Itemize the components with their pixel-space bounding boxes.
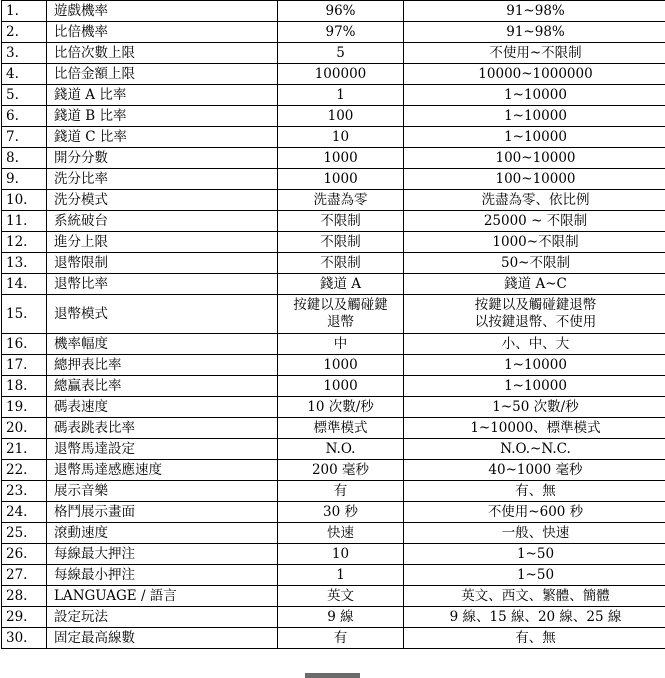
setting-name: 設定玩法 — [47, 607, 278, 628]
setting-range: 1~50 次數/秒 — [404, 397, 665, 418]
table-row — [2, 439, 665, 460]
setting-current-value: 1000 — [278, 355, 404, 376]
table-row — [2, 211, 665, 232]
setting-current-value: 錢道 A — [278, 274, 404, 295]
row-number: 6. — [2, 106, 47, 127]
table-row — [2, 148, 665, 169]
table-row — [2, 334, 665, 355]
setting-name: 退幣限制 — [47, 253, 278, 274]
table-row — [2, 523, 665, 544]
setting-current-value: 100000 — [278, 64, 404, 85]
setting-range: 不使用~不限制 — [404, 43, 665, 64]
setting-range: 有、無 — [404, 628, 665, 649]
setting-range: 1~50 — [404, 544, 665, 565]
row-number: 1. — [2, 1, 47, 22]
row-number: 22. — [2, 460, 47, 481]
setting-name: 開分分數 — [47, 148, 278, 169]
setting-current-value: 10 — [278, 127, 404, 148]
setting-name: 錢道 A 比率 — [47, 85, 278, 106]
setting-name: 總押表比率 — [47, 355, 278, 376]
row-number: 28. — [2, 586, 47, 607]
row-number: 25. — [2, 523, 47, 544]
setting-range: 1~10000 — [404, 85, 665, 106]
setting-name: 比倍次數上限 — [47, 43, 278, 64]
setting-current-value: 不限制 — [278, 232, 404, 253]
table-row — [2, 127, 665, 148]
row-number: 21. — [2, 439, 47, 460]
setting-name: 碼表跳表比率 — [47, 418, 278, 439]
row-number: 24. — [2, 502, 47, 523]
setting-current-value: 100 — [278, 106, 404, 127]
table-row — [2, 544, 665, 565]
row-number: 16. — [2, 334, 47, 355]
table-row — [2, 502, 665, 523]
row-number: 2. — [2, 22, 47, 43]
table-row — [2, 481, 665, 502]
setting-range: 100~10000 — [404, 148, 665, 169]
setting-name: 總贏表比率 — [47, 376, 278, 397]
setting-range: 洗盡為零、依比例 — [404, 190, 665, 211]
table-row — [2, 43, 665, 64]
setting-range: 40~1000 毫秒 — [404, 460, 665, 481]
setting-current-value: 中 — [278, 334, 404, 355]
table-row — [2, 274, 665, 295]
setting-range: 91~98% — [404, 22, 665, 43]
table-row — [2, 85, 665, 106]
setting-range: 不使用~600 秒 — [404, 502, 665, 523]
setting-current-value: 不限制 — [278, 211, 404, 232]
row-number: 29. — [2, 607, 47, 628]
table-row — [2, 586, 665, 607]
row-number: 30. — [2, 628, 47, 649]
row-number: 13. — [2, 253, 47, 274]
setting-name: 退幣模式 — [47, 295, 278, 334]
setting-range: 1~10000 — [404, 106, 665, 127]
setting-current-value: 有 — [278, 628, 404, 649]
page-divider — [305, 673, 360, 678]
setting-range: 有、無 — [404, 481, 665, 502]
table-row — [2, 169, 665, 190]
setting-name: 比倍金額上限 — [47, 64, 278, 85]
row-number: 27. — [2, 565, 47, 586]
setting-current-value: N.O. — [278, 439, 404, 460]
setting-current-value: 1000 — [278, 148, 404, 169]
setting-range: 100~10000 — [404, 169, 665, 190]
table-row — [2, 1, 665, 22]
settings-table-body — [2, 1, 665, 649]
table-row — [2, 355, 665, 376]
setting-name: 系統破台 — [47, 211, 278, 232]
setting-name: 洗分比率 — [47, 169, 278, 190]
setting-name: 每線最小押注 — [47, 565, 278, 586]
setting-name: 洗分模式 — [47, 190, 278, 211]
setting-current-value: 10 — [278, 544, 404, 565]
row-number: 15. — [2, 295, 47, 334]
setting-name: 比倍機率 — [47, 22, 278, 43]
setting-name: 機率幅度 — [47, 334, 278, 355]
table-row — [2, 253, 665, 274]
row-number: 26. — [2, 544, 47, 565]
row-number: 4. — [2, 64, 47, 85]
setting-range: 25000 ~ 不限制 — [404, 211, 665, 232]
row-number: 11. — [2, 211, 47, 232]
setting-name: 退幣馬達感應速度 — [47, 460, 278, 481]
row-number: 20. — [2, 418, 47, 439]
table-row — [2, 106, 665, 127]
setting-range: 小、中、大 — [404, 334, 665, 355]
setting-name: 碼表速度 — [47, 397, 278, 418]
row-number: 10. — [2, 190, 47, 211]
setting-current-value: 5 — [278, 43, 404, 64]
setting-range: 1~10000 — [404, 355, 665, 376]
row-number: 7. — [2, 127, 47, 148]
setting-name: 退幣比率 — [47, 274, 278, 295]
setting-range: 1~10000、標準模式 — [404, 418, 665, 439]
setting-current-value: 1 — [278, 85, 404, 106]
table-row — [2, 607, 665, 628]
setting-current-value: 快速 — [278, 523, 404, 544]
setting-range: 1~50 — [404, 565, 665, 586]
setting-range: 一般、快速 — [404, 523, 665, 544]
setting-current-value: 按鍵以及觸碰鍵 退幣 — [278, 295, 404, 334]
setting-current-value: 9 線 — [278, 607, 404, 628]
table-row — [2, 22, 665, 43]
setting-name: 每線最大押注 — [47, 544, 278, 565]
row-number: 3. — [2, 43, 47, 64]
setting-current-value: 洗盡為零 — [278, 190, 404, 211]
setting-range: 錢道 A~C — [404, 274, 665, 295]
setting-range: 按鍵以及觸碰鍵退幣 以按鍵退幣、不使用 — [404, 295, 665, 334]
setting-current-value: 96% — [278, 1, 404, 22]
setting-name: 展示音樂 — [47, 481, 278, 502]
setting-name: 滾動速度 — [47, 523, 278, 544]
setting-current-value: 不限制 — [278, 253, 404, 274]
setting-range: 91~98% — [404, 1, 665, 22]
setting-current-value: 有 — [278, 481, 404, 502]
setting-current-value: 10 次數/秒 — [278, 397, 404, 418]
setting-current-value: 英文 — [278, 586, 404, 607]
row-number: 5. — [2, 85, 47, 106]
row-number: 17. — [2, 355, 47, 376]
setting-name: LANGUAGE / 語言 — [47, 586, 278, 607]
setting-current-value: 1 — [278, 565, 404, 586]
row-number: 19. — [2, 397, 47, 418]
settings-table — [1, 0, 665, 649]
table-row — [2, 628, 665, 649]
row-number: 12. — [2, 232, 47, 253]
table-row — [2, 460, 665, 481]
setting-name: 錢道 B 比率 — [47, 106, 278, 127]
setting-current-value: 200 毫秒 — [278, 460, 404, 481]
setting-name: 遊戲機率 — [47, 1, 278, 22]
setting-name: 退幣馬達設定 — [47, 439, 278, 460]
row-number: 18. — [2, 376, 47, 397]
setting-current-value: 1000 — [278, 169, 404, 190]
table-row — [2, 232, 665, 253]
setting-name: 進分上限 — [47, 232, 278, 253]
setting-current-value: 標準模式 — [278, 418, 404, 439]
row-number: 8. — [2, 148, 47, 169]
setting-range: 1000~不限制 — [404, 232, 665, 253]
setting-range: N.O.~N.C. — [404, 439, 665, 460]
setting-range: 英文、西文、繁體、簡體 — [404, 586, 665, 607]
table-row — [2, 397, 665, 418]
setting-name: 固定最高線數 — [47, 628, 278, 649]
row-number: 23. — [2, 481, 47, 502]
table-row — [2, 565, 665, 586]
table-row — [2, 64, 665, 85]
setting-name: 錢道 C 比率 — [47, 127, 278, 148]
setting-current-value: 97% — [278, 22, 404, 43]
table-row — [2, 418, 665, 439]
setting-range: 1~10000 — [404, 376, 665, 397]
table-row — [2, 190, 665, 211]
setting-range: 1~10000 — [404, 127, 665, 148]
setting-name: 格鬥展示畫面 — [47, 502, 278, 523]
setting-range: 10000~1000000 — [404, 64, 665, 85]
row-number: 9. — [2, 169, 47, 190]
table-row — [2, 295, 665, 334]
setting-current-value: 30 秒 — [278, 502, 404, 523]
setting-range: 50~不限制 — [404, 253, 665, 274]
row-number: 14. — [2, 274, 47, 295]
setting-current-value: 1000 — [278, 376, 404, 397]
setting-range: 9 線、15 線、20 線、25 線 — [404, 607, 665, 628]
table-row — [2, 376, 665, 397]
